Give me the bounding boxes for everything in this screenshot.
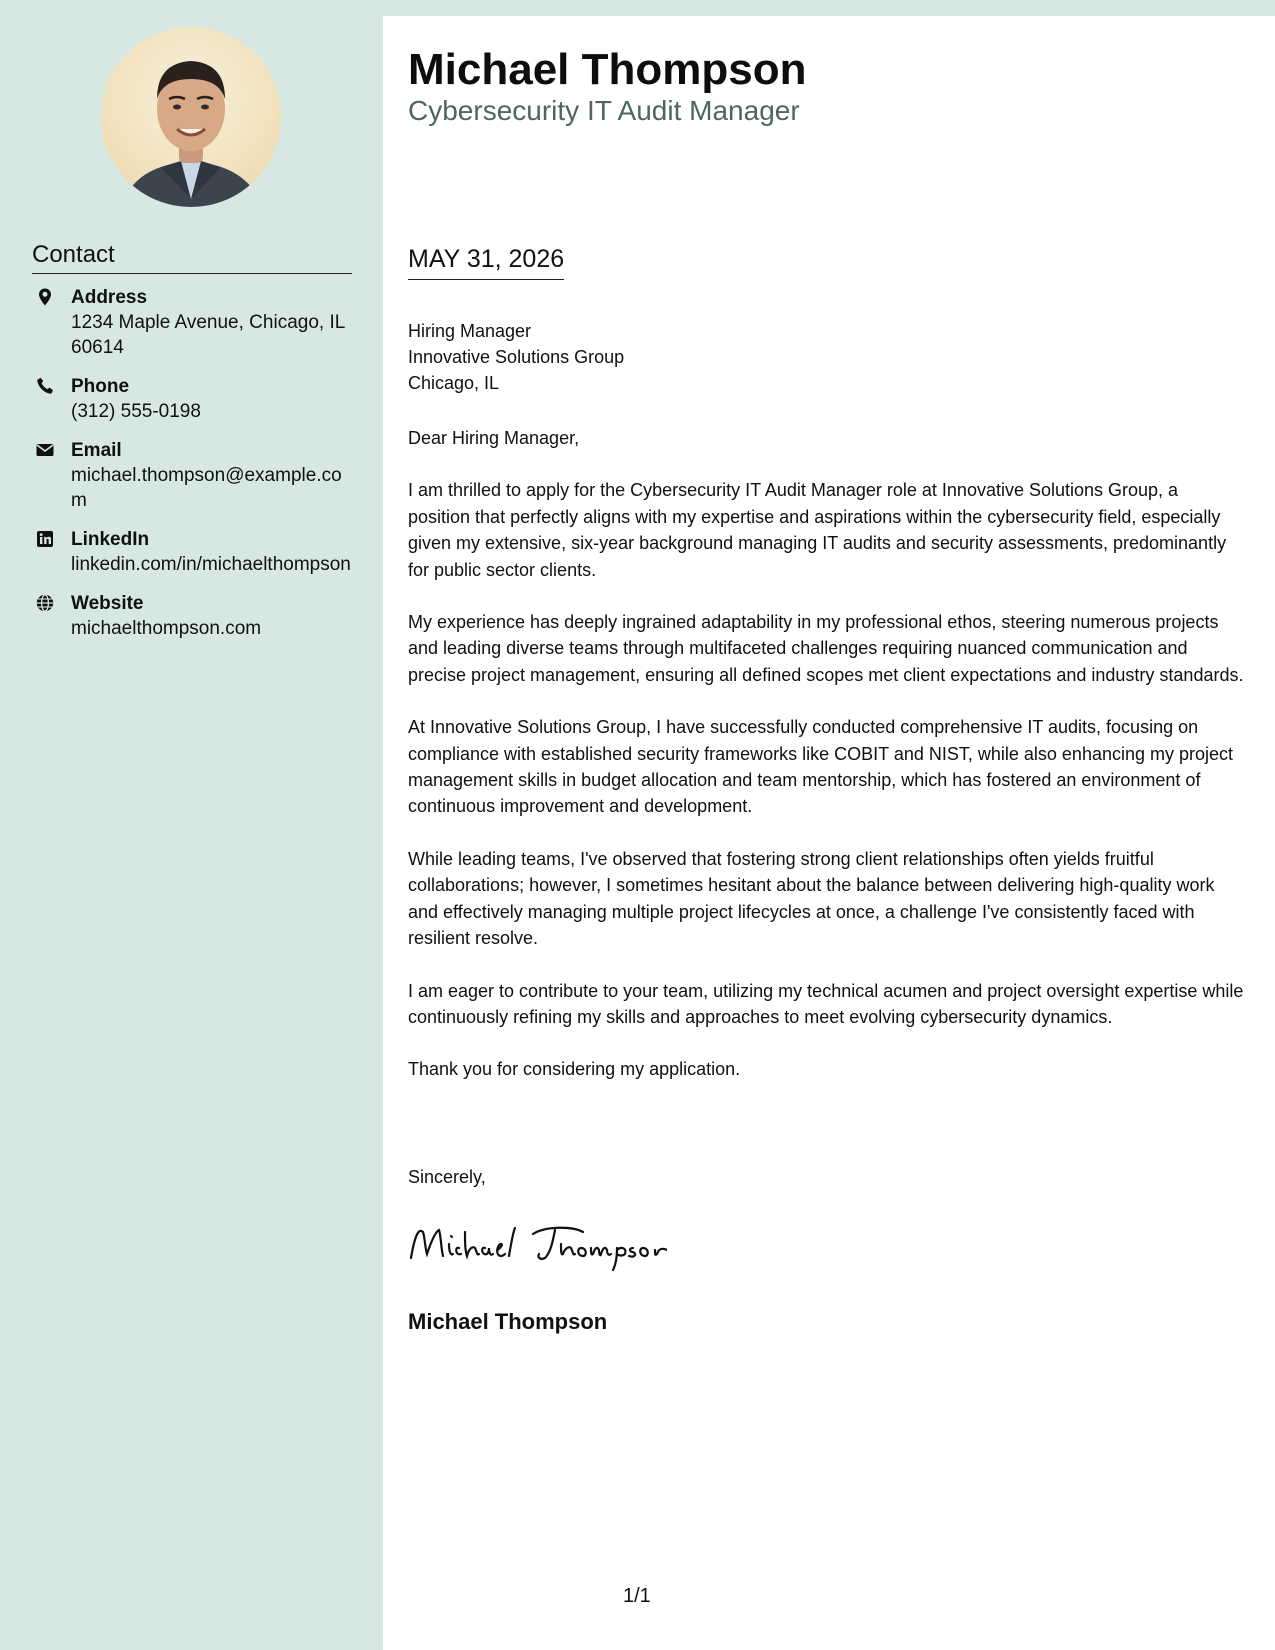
contact-label: Email bbox=[71, 440, 122, 461]
contact-item-email bbox=[32, 438, 352, 513]
linkedin-icon bbox=[35, 529, 55, 549]
contact-item-address bbox=[32, 285, 352, 360]
website-value: michaelthompson.com bbox=[71, 618, 262, 639]
map-pin-icon bbox=[35, 287, 55, 307]
letter-page bbox=[383, 16, 1275, 1650]
profile-photo bbox=[101, 27, 281, 207]
recipient-line: Innovative Solutions Group bbox=[408, 347, 625, 367]
recipient-line: Hiring Manager bbox=[408, 321, 532, 341]
letter-paragraph: At Innovative Solutions Group, I have successfully conducted comprehensive IT audits, focusing on compliance with established security frameworks like COBIT and NIST, while also enhancing my project management skills in budget allocation and team mentorship, which has fostered an environment of continuous improvement and development. bbox=[408, 717, 1234, 817]
recipient-block bbox=[408, 318, 624, 396]
envelope-icon bbox=[35, 440, 55, 460]
handwritten-signature bbox=[405, 1214, 667, 1274]
signer-name: Michael Thompson bbox=[408, 1309, 608, 1334]
email-value: michael.thompson@example.com bbox=[71, 465, 342, 511]
contact-item-website bbox=[32, 591, 352, 641]
address-value: 1234 Maple Avenue, Chicago, IL 60614 bbox=[71, 312, 345, 358]
letter-body bbox=[408, 425, 1244, 1109]
letter-paragraph: I am thrilled to apply for the Cybersecurity IT Audit Manager role at Innovative Solutions Group, a position that perfectly aligns with my expertise and aspirations within the cybersecurity field, especially given my extensive, six-year background managing IT audits and security assessments, predominantly for public sector clients. bbox=[408, 480, 1227, 580]
letter-paragraph: Thank you for considering my application. bbox=[408, 1059, 741, 1080]
letter-date: MAY 31, 2026 bbox=[408, 244, 564, 280]
linkedin-value: linkedin.com/in/michaelthompson bbox=[71, 554, 351, 575]
contact-list bbox=[32, 285, 352, 655]
sidebar bbox=[0, 0, 383, 1650]
closing: Sincerely, bbox=[408, 1167, 486, 1187]
contact-label: LinkedIn bbox=[71, 529, 150, 550]
page-number: 1/1 bbox=[623, 1585, 651, 1607]
contact-item-linkedin bbox=[32, 527, 352, 577]
phone-value: (312) 555-0198 bbox=[71, 401, 201, 422]
letter-paragraph: My experience has deeply ingrained adaptability in my professional ethos, steering numerous projects and leading diverse teams through multifaceted challenges requiring nuanced communication and precise project management, ensuring all defined scopes met client expectations and industry standards. bbox=[408, 612, 1244, 685]
globe-icon bbox=[35, 593, 55, 613]
applicant-name: Michael Thompson bbox=[408, 45, 807, 94]
letter-paragraph: While leading teams, I've observed that fostering strong client relationships often yields fruitful collaborations; however, I sometimes hesitant about the balance between delivering high-quality work and effectively managing multiple project lifecycles at once, a challenge I've consistently faced with resilient resolve. bbox=[408, 848, 1215, 949]
job-title: Cybersecurity IT Audit Manager bbox=[408, 95, 800, 126]
contact-label: Website bbox=[71, 593, 144, 614]
profile-photo-illustration bbox=[101, 27, 281, 207]
contact-label: Phone bbox=[71, 376, 130, 397]
contact-item-phone bbox=[32, 374, 352, 424]
salutation: Dear Hiring Manager, bbox=[408, 428, 580, 448]
contact-label: Address bbox=[71, 287, 148, 308]
recipient-line: Chicago, IL bbox=[408, 373, 500, 393]
letter-paragraph: I am eager to contribute to your team, utilizing my technical acumen and project oversight expertise while continuously refining my skills and approaches to meet evolving cybersecurity dynamics. bbox=[408, 980, 1244, 1027]
contact-heading: Contact bbox=[32, 241, 352, 274]
phone-icon bbox=[35, 376, 55, 396]
